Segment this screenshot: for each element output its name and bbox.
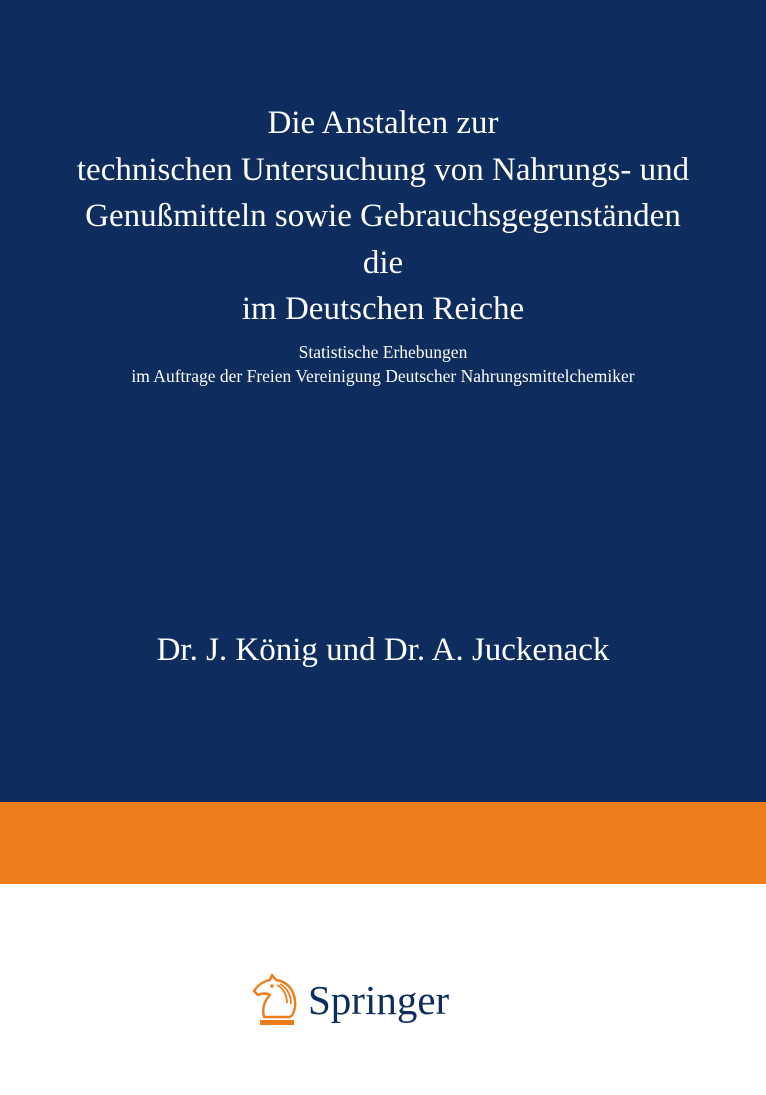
title-line: Die Anstalten zur [267, 105, 499, 141]
title-line: im Deutschen Reiche [241, 291, 525, 327]
publisher-name: Springer [308, 977, 450, 1023]
book-subtitle [0, 340, 766, 388]
title-line: die [362, 244, 404, 281]
title-line: technischen Untersuchung von Nahrungs- und [76, 151, 690, 188]
knight-horse-head-icon [250, 971, 302, 1029]
title-line: Genußmitteln sowie Gebrauchsgegenständen [85, 198, 681, 234]
publisher-imprint [250, 970, 449, 1030]
subtitle-line: im Auftrage der Freien Vereinigung Deutscher Nahrungsmittelchemiker [131, 366, 635, 386]
book-title [0, 100, 766, 333]
orange-band [0, 802, 766, 884]
book-authors: Dr. J. König und Dr. A. Juckenack [156, 632, 610, 668]
subtitle-line: Statistische Erhebungen [298, 342, 468, 362]
